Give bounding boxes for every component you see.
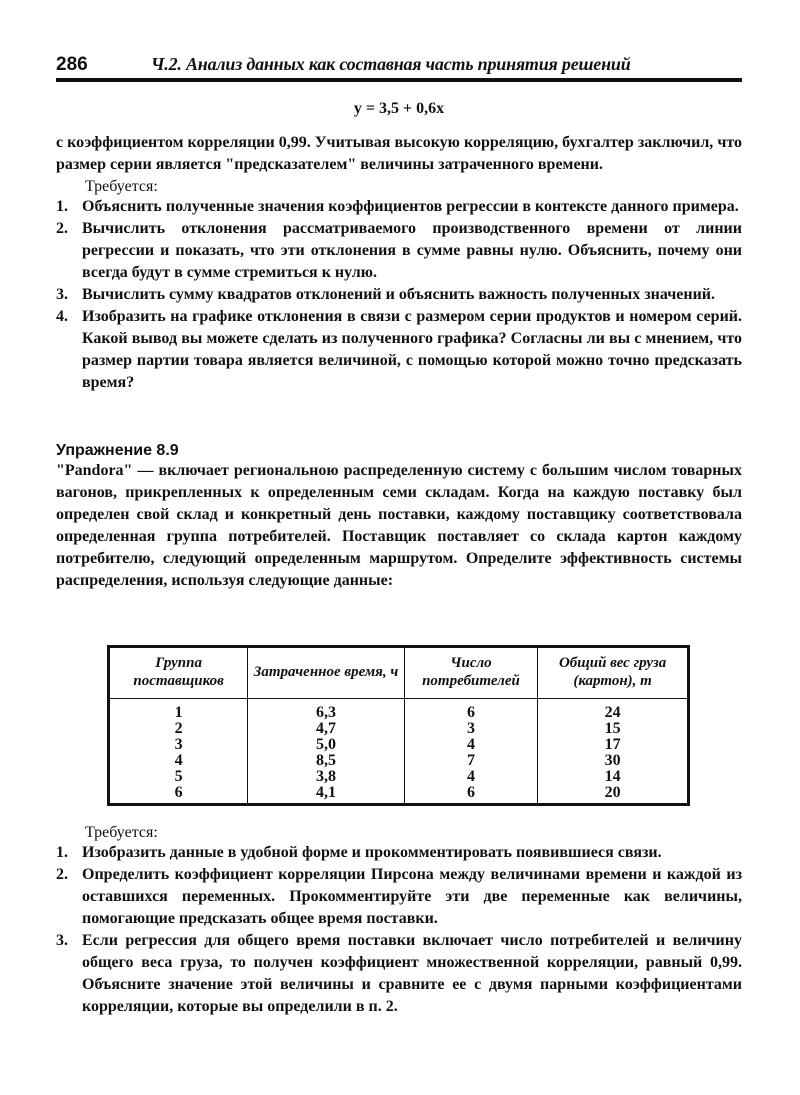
requirements-section-2 [56, 822, 742, 1018]
list-item: 1. Изобразить данные в удобной форме и прокомментировать появившиеся связи. [56, 844, 662, 861]
column-header: Число потребителей [404, 647, 537, 699]
list-item: 2. Определить коэффициент корреляции Пирсона между величинами времени и каждой из оставшихся переменных. Прокомментируйте эти две переменные как величины, помогающие предсказать общее время поставки. [56, 866, 742, 927]
table-row: 1 6,3 6 24 [109, 699, 689, 722]
table-row: 2 4,7 3 15 [109, 721, 689, 737]
data-table [107, 645, 690, 806]
list-item: 1. Объяснить полученные значения коэффициентов регрессии в контексте данного примера. [56, 198, 739, 215]
list-item: 3. Если регрессия для общего время поставки включает число потребителей и величину общего веса груза, то получен коэффициент множественной корреляции, равный 0,99. Объясните значение этой величины и сравните ее с двумя парными коэффициентами корреляции, которые вы определили в п. 2. [56, 932, 742, 1015]
table-row: 3 5,0 4 17 [109, 737, 689, 753]
page-number: 286 [56, 54, 88, 75]
requirements-label: Требуется: [85, 824, 158, 841]
table-header-row [109, 647, 689, 699]
table-row: 6 4,1 6 20 [109, 785, 689, 805]
exercise-text: "Pandora" — включает региональною распределенную систему с большим числом товарных вагонов, прикрепленных к определенным семи складам. Когда на каждую поставку был определен свой склад и конкретный день поставки, каждому поставщику соответствовала определенная группа потребителей. Поставщик поставляет со склада картон каждому потребителю, следующий определенным маршрутом. Определите эффективность системы распределения, используя следующие данные: [56, 462, 742, 589]
running-title: Ч.2. Анализ данных как составная часть принятия решений [151, 54, 631, 74]
list-item: 4. Изобразить на графике отклонения в связи с размером серии продуктов и номером серий. Какой вывод вы можете сделать из полученного графика? Согласны ли вы с мнением, что размер партии товара является величиной, с помощью которой можно точно предсказать время? [56, 308, 742, 391]
page-header [56, 52, 742, 82]
requirements-label: Требуется: [85, 178, 158, 195]
column-header: Группа поставщиков [109, 647, 248, 699]
regression-formula: y = 3,5 + 0,6x [353, 100, 445, 117]
table-row: 4 8,5 7 30 [109, 753, 689, 769]
requirements-list-1 [56, 196, 742, 394]
table-row: 5 3,8 4 14 [109, 769, 689, 785]
list-item: 3. Вычислить сумму квадратов отклонений и объяснить важность полученных значений. [56, 286, 716, 303]
exercise-title: Упражнение 8.9 [56, 442, 179, 459]
book-page [56, 52, 742, 1015]
intro-paragraph: с коэффициентом корреляции 0,99. Учитывая высокую корреляцию, бухгалтер заключил, что размер серии является "предсказателем" величины затраченного времени. [56, 134, 742, 173]
column-header: Затраченное время, ч [248, 647, 405, 699]
column-header: Общий вес груза (картон), т [538, 647, 689, 699]
list-item: 2. Вычислить отклонения рассматриваемого производственного времени от линии регрессии и показать, что эти отклонения в сумме равны нулю. Объяснить, почему они всегда будут в сумме стремиться к нулю. [56, 220, 742, 281]
